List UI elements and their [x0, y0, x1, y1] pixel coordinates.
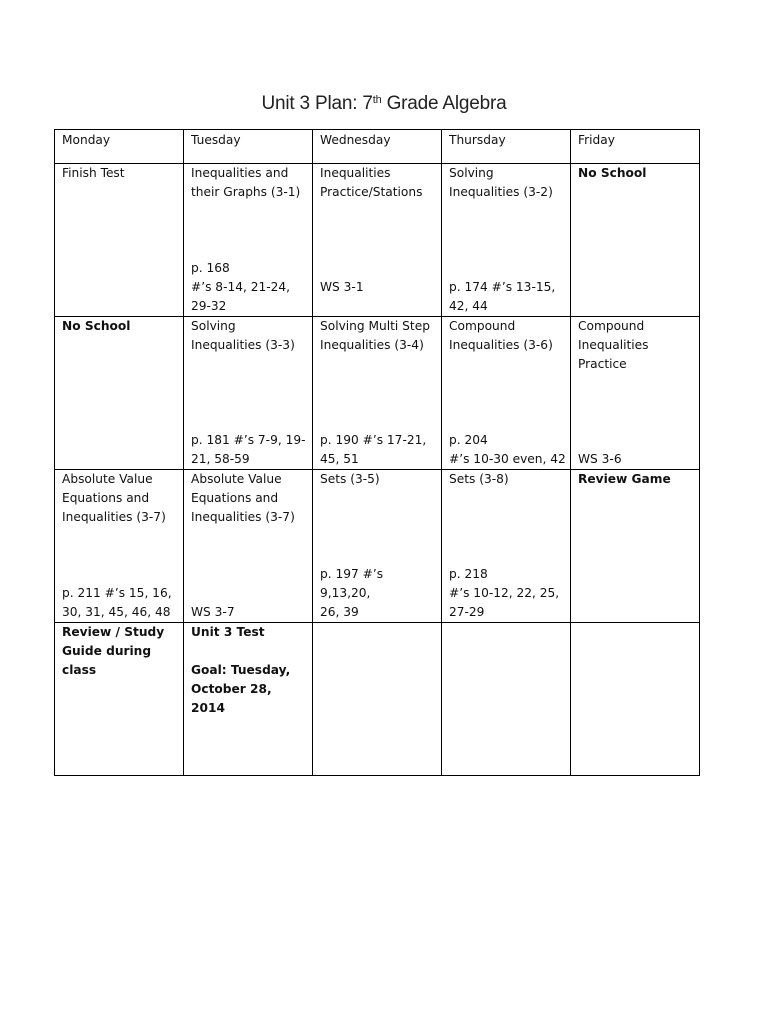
- cell-w3-thursday: [442, 470, 571, 623]
- cell-w3-monday: [55, 470, 184, 623]
- cell-w1-wednesday: [313, 164, 442, 317]
- cell-w1-thursday: [442, 164, 571, 317]
- cell-topic: Sets (3-8): [449, 472, 509, 486]
- week-row-1: [55, 164, 700, 317]
- cell-assignment: Goal: Tuesday, October 28, 2014: [191, 663, 291, 715]
- cell-w4-tuesday: [184, 623, 313, 776]
- cell-assignment: p. 204 #’s 10-30 even, 42: [449, 433, 566, 466]
- cell-topic: Review Game: [578, 472, 671, 486]
- cell-topic: Solving Inequalities (3-2): [449, 166, 553, 199]
- cell-assignment: p. 197 #’s 9,13,20, 26, 39: [320, 567, 384, 619]
- cell-topic: Inequalities Practice/Stations: [320, 166, 423, 199]
- cell-w2-tuesday: [184, 317, 313, 470]
- cell-w1-monday: [55, 164, 184, 317]
- title-superscript: th: [372, 94, 382, 106]
- cell-w4-friday: [571, 623, 700, 776]
- cell-w4-monday: [55, 623, 184, 776]
- cell-w2-thursday: [442, 317, 571, 470]
- cell-assignment: WS 3-6: [578, 452, 622, 466]
- cell-w1-friday: [571, 164, 700, 317]
- header-wednesday: Wednesday: [313, 130, 442, 164]
- cell-w4-wednesday: [313, 623, 442, 776]
- cell-topic: No School: [62, 319, 131, 333]
- cell-w2-monday: [55, 317, 184, 470]
- cell-topic: Absolute Value Equations and Inequalities (3-7): [62, 472, 166, 524]
- cell-assignment: p. 211 #’s 15, 16, 30, 31, 45, 46, 48: [62, 586, 172, 619]
- header-friday: Friday: [571, 130, 700, 164]
- header-monday: Monday: [55, 130, 184, 164]
- cell-w2-wednesday: [313, 317, 442, 470]
- week-row-3: [55, 470, 700, 623]
- week-row-4: [55, 623, 700, 776]
- header-tuesday: Tuesday: [184, 130, 313, 164]
- cell-assignment: WS 3-7: [191, 605, 235, 619]
- cell-w1-tuesday: [184, 164, 313, 317]
- cell-w3-friday: [571, 470, 700, 623]
- cell-topic: Finish Test: [62, 166, 125, 180]
- cell-assignment: p. 168 #’s 8-14, 21-24, 29-32: [191, 261, 291, 313]
- cell-w4-thursday: [442, 623, 571, 776]
- cell-w3-wednesday: [313, 470, 442, 623]
- title-prefix: Unit 3 Plan: 7: [261, 93, 373, 114]
- title-suffix: Grade Algebra: [381, 93, 507, 114]
- cell-topic: No School: [578, 166, 647, 180]
- cell-assignment: WS 3-1: [320, 280, 364, 294]
- cell-topic: Inequalities and their Graphs (3-1): [191, 166, 301, 199]
- header-thursday: Thursday: [442, 130, 571, 164]
- cell-assignment: p. 218 #’s 10-12, 22, 25, 27-29: [449, 567, 560, 619]
- cell-w3-tuesday: [184, 470, 313, 623]
- cell-topic: Solving Inequalities (3-3): [191, 319, 295, 352]
- cell-assignment: p. 181 #’s 7-9, 19- 21, 58-59: [191, 433, 306, 466]
- cell-topic: Sets (3-5): [320, 472, 380, 486]
- cell-topic: Compound Inequalities Practice: [578, 319, 649, 371]
- cell-topic: Compound Inequalities (3-6): [449, 319, 553, 352]
- header-row: [55, 130, 700, 164]
- cell-w2-friday: [571, 317, 700, 470]
- unit-plan-table: [54, 129, 700, 776]
- cell-topic: Unit 3 Test: [191, 625, 265, 639]
- page-title: [0, 93, 768, 115]
- cell-topic: Solving Multi Step Inequalities (3-4): [320, 319, 430, 352]
- cell-topic: Absolute Value Equations and Inequalities (3-7): [191, 472, 295, 524]
- cell-topic: Review / Study Guide during class: [62, 625, 165, 677]
- cell-assignment: p. 190 #’s 17-21, 45, 51: [320, 433, 427, 466]
- cell-assignment: p. 174 #’s 13-15, 42, 44: [449, 280, 556, 313]
- week-row-2: [55, 317, 700, 470]
